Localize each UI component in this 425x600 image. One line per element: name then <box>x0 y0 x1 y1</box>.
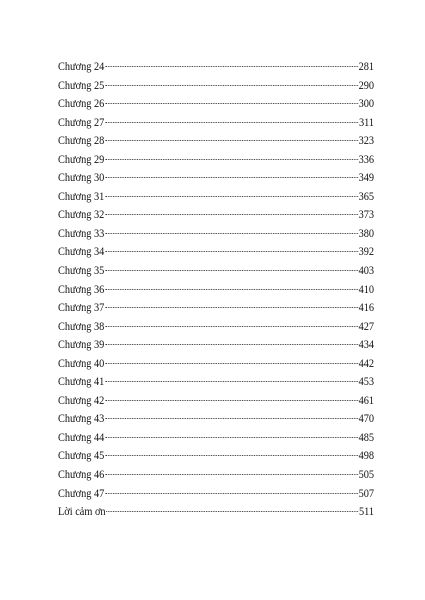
toc-leader-dots <box>105 270 358 271</box>
toc-entry-page: 392 <box>358 244 375 259</box>
toc-entry[interactable] <box>58 335 374 354</box>
toc-entry[interactable] <box>58 446 374 465</box>
toc-entry[interactable] <box>58 484 374 503</box>
toc-leader-dots <box>105 122 358 123</box>
toc-entry[interactable] <box>58 168 374 187</box>
toc-entry[interactable] <box>58 298 374 317</box>
toc-entry-title: Chương 43 <box>58 411 105 426</box>
toc-entry[interactable] <box>58 205 374 224</box>
toc-entry-title: Chương 29 <box>58 151 105 166</box>
toc-entry[interactable] <box>58 354 374 373</box>
toc-entry[interactable] <box>58 57 374 76</box>
toc-entry-title: Chương 28 <box>58 133 105 148</box>
toc-entry-title: Chương 31 <box>58 188 105 203</box>
toc-leader-dots <box>105 251 358 252</box>
toc-leader-dots <box>105 381 358 382</box>
toc-entry-page: 365 <box>358 188 375 203</box>
toc-entry-page: 507 <box>358 485 375 500</box>
toc-leader-dots <box>105 289 358 290</box>
toc-entry-title: Chương 34 <box>58 244 105 259</box>
toc-entry-page: 403 <box>358 263 375 278</box>
toc-entry-title: Chương 44 <box>58 429 105 444</box>
toc-entry-title: Chương 41 <box>58 374 105 389</box>
toc-entry-title: Chương 45 <box>58 448 105 463</box>
toc-entry-title: Chương 37 <box>58 300 105 315</box>
toc-entry[interactable] <box>58 187 374 206</box>
toc-entry[interactable] <box>58 94 374 113</box>
toc-entry[interactable] <box>58 391 374 410</box>
toc-entry-page: 349 <box>358 170 375 185</box>
toc-entry-page: 427 <box>358 318 375 333</box>
toc-entry-title: Chương 30 <box>58 170 105 185</box>
toc-entry-page: 323 <box>358 133 375 148</box>
toc-entry[interactable] <box>58 502 374 521</box>
toc-entry-title: Chương 36 <box>58 281 105 296</box>
toc-entry-title: Chương 33 <box>58 225 105 240</box>
toc-entry-title: Chương 26 <box>58 96 105 111</box>
toc-entry-page: 410 <box>358 281 375 296</box>
toc-entry-page: 281 <box>358 59 375 73</box>
toc-leader-dots <box>105 66 358 67</box>
toc-entry-title: Chương 40 <box>58 355 105 370</box>
toc-leader-dots <box>105 103 358 104</box>
toc-entry-page: 485 <box>358 429 375 444</box>
toc-entry[interactable] <box>58 242 374 261</box>
toc-leader-dots <box>105 493 358 494</box>
toc-entry[interactable] <box>58 150 374 169</box>
toc-leader-dots <box>105 418 358 419</box>
toc-entry[interactable] <box>58 261 374 280</box>
toc-entry[interactable] <box>58 465 374 484</box>
toc-entry[interactable] <box>58 280 374 299</box>
toc-entry[interactable] <box>58 409 374 428</box>
toc-entry[interactable] <box>58 372 374 391</box>
toc-entry-title: Chương 32 <box>58 207 105 222</box>
toc-leader-dots <box>105 326 358 327</box>
toc-leader-dots <box>105 344 358 345</box>
toc-entry-page: 461 <box>358 392 375 407</box>
toc-leader-dots <box>105 474 358 475</box>
toc-entry[interactable] <box>58 224 374 243</box>
toc-entry-page: 470 <box>358 411 375 426</box>
toc-leader-dots <box>105 177 358 178</box>
toc-leader-dots <box>105 437 358 438</box>
toc-leader-dots <box>105 400 358 401</box>
toc-entry-page: 511 <box>358 504 375 519</box>
toc-leader-dots <box>105 363 358 364</box>
toc-entry-page: 300 <box>358 96 375 111</box>
toc-entry[interactable] <box>58 131 374 150</box>
toc-entry-page: 434 <box>358 337 375 352</box>
toc-entry-title: Chương 25 <box>58 77 105 92</box>
toc-entry-page: 442 <box>358 355 375 370</box>
toc-entry-title: Chương 47 <box>58 485 105 500</box>
toc-leader-dots <box>105 140 358 141</box>
toc-entry-page: 373 <box>358 207 375 222</box>
toc-entry-title: Chương 42 <box>58 392 105 407</box>
toc-entry-page: 380 <box>358 225 375 240</box>
toc-entry-title: Chương 38 <box>58 318 105 333</box>
toc-leader-dots <box>105 85 358 86</box>
toc-entry[interactable] <box>58 428 374 447</box>
toc-entry-title: Chương 24 <box>58 59 105 73</box>
toc-entry-title: Chương 46 <box>58 467 105 482</box>
toc-entry-title: Lời cảm ơn <box>58 504 106 519</box>
toc-leader-dots <box>105 307 358 308</box>
toc-entry-title: Chương 39 <box>58 337 105 352</box>
toc-entry-page: 311 <box>358 114 375 129</box>
toc-entry-page: 505 <box>358 467 375 482</box>
toc-leader-dots <box>105 233 358 234</box>
toc-entry-page: 498 <box>358 448 375 463</box>
toc-entry-title: Chương 35 <box>58 263 105 278</box>
toc-entry-page: 453 <box>358 374 375 389</box>
toc-leader-dots <box>105 455 358 456</box>
toc-entry-page: 336 <box>358 151 375 166</box>
table-of-contents <box>58 57 374 521</box>
toc-entry-title: Chương 27 <box>58 114 105 129</box>
toc-leader-dots <box>105 214 358 215</box>
toc-leader-dots <box>105 159 358 160</box>
toc-entry[interactable] <box>58 76 374 95</box>
toc-entry-page: 416 <box>358 300 375 315</box>
toc-entry[interactable] <box>58 317 374 336</box>
toc-entry-page: 290 <box>358 77 375 92</box>
toc-entry[interactable] <box>58 113 374 132</box>
toc-leader-dots <box>105 196 358 197</box>
toc-leader-dots <box>106 511 358 512</box>
